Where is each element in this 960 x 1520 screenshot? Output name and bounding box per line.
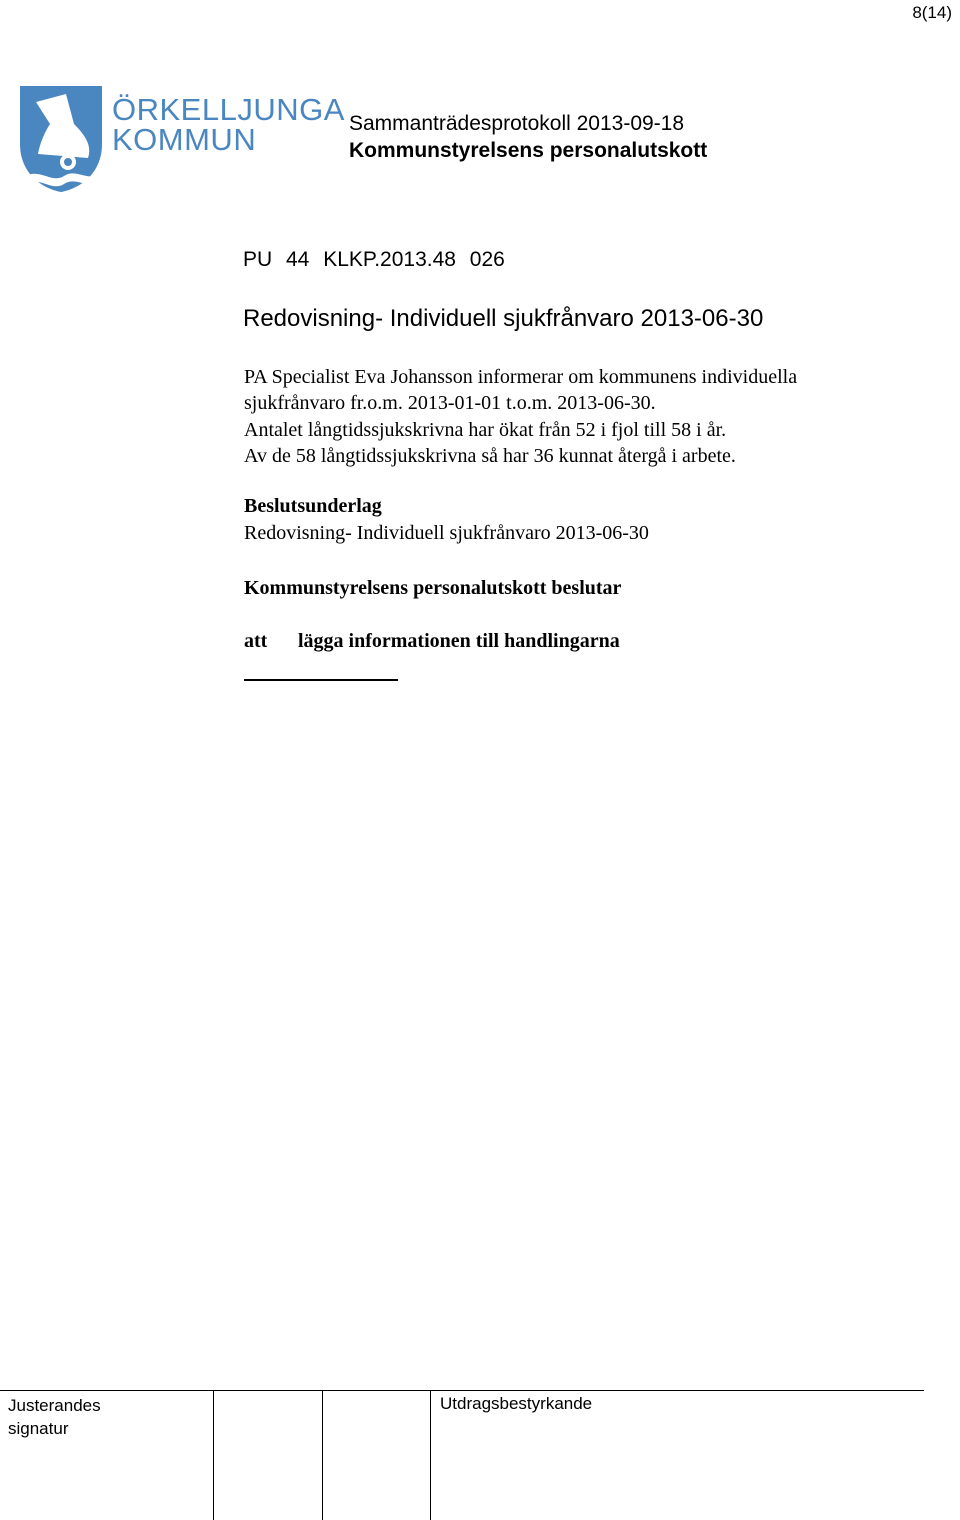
justerandes-label-line2: signatur bbox=[8, 1419, 69, 1438]
beslutsunderlag-item: Redovisning- Individuell sjukfrånvaro 2013-06-30 bbox=[244, 522, 649, 544]
decision-end-rule bbox=[244, 679, 398, 681]
logo-text-line1: ÖRKELLJUNGA bbox=[112, 92, 345, 127]
logo-text-line2: KOMMUN bbox=[112, 122, 257, 157]
municipality-logo bbox=[16, 84, 345, 194]
decision-text: lägga informationen till handlingarna bbox=[298, 630, 620, 652]
page-number: 8(14) bbox=[912, 3, 952, 22]
signature-cell-divider bbox=[430, 1391, 431, 1520]
beslutsunderlag-label: Beslutsunderlag bbox=[244, 495, 382, 517]
case-reference: PU 44 KLKP.2013.48 026 bbox=[243, 248, 505, 271]
section-heading: Redovisning- Individuell sjukfrånvaro 2013-06-30 bbox=[243, 305, 764, 332]
utdragsbestyrkande-label: Utdragsbestyrkande bbox=[440, 1394, 593, 1413]
body-line: Antalet långtidssjukskrivna har ökat från 52 i fjol till 58 i år. bbox=[244, 418, 727, 441]
header-subtitle: Kommunstyrelsens personalutskott bbox=[349, 139, 708, 162]
decision-heading: Kommunstyrelsens personalutskott beslutar bbox=[244, 577, 622, 599]
body-line: Av de 58 långtidssjukskrivna så har 36 kunnat återgå i arbete. bbox=[244, 444, 736, 467]
footer-rule bbox=[0, 1390, 924, 1391]
decision-att: att bbox=[244, 630, 268, 652]
justerandes-signatur-label bbox=[8, 1394, 101, 1440]
signature-cell-divider bbox=[322, 1391, 323, 1520]
body-line: PA Specialist Eva Johansson informerar om kommunens individuella bbox=[244, 366, 798, 388]
signature-cell-divider bbox=[213, 1391, 214, 1520]
justerandes-label-line1: Justerandes bbox=[8, 1396, 101, 1415]
header-title: Sammanträdesprotokoll 2013-09-18 bbox=[349, 112, 685, 135]
body-line: sjukfrånvaro fr.o.m. 2013-01-01 t.o.m. 2013-06-30. bbox=[244, 392, 656, 415]
bell-coat-of-arms-icon bbox=[16, 84, 108, 194]
body-text bbox=[244, 364, 797, 469]
